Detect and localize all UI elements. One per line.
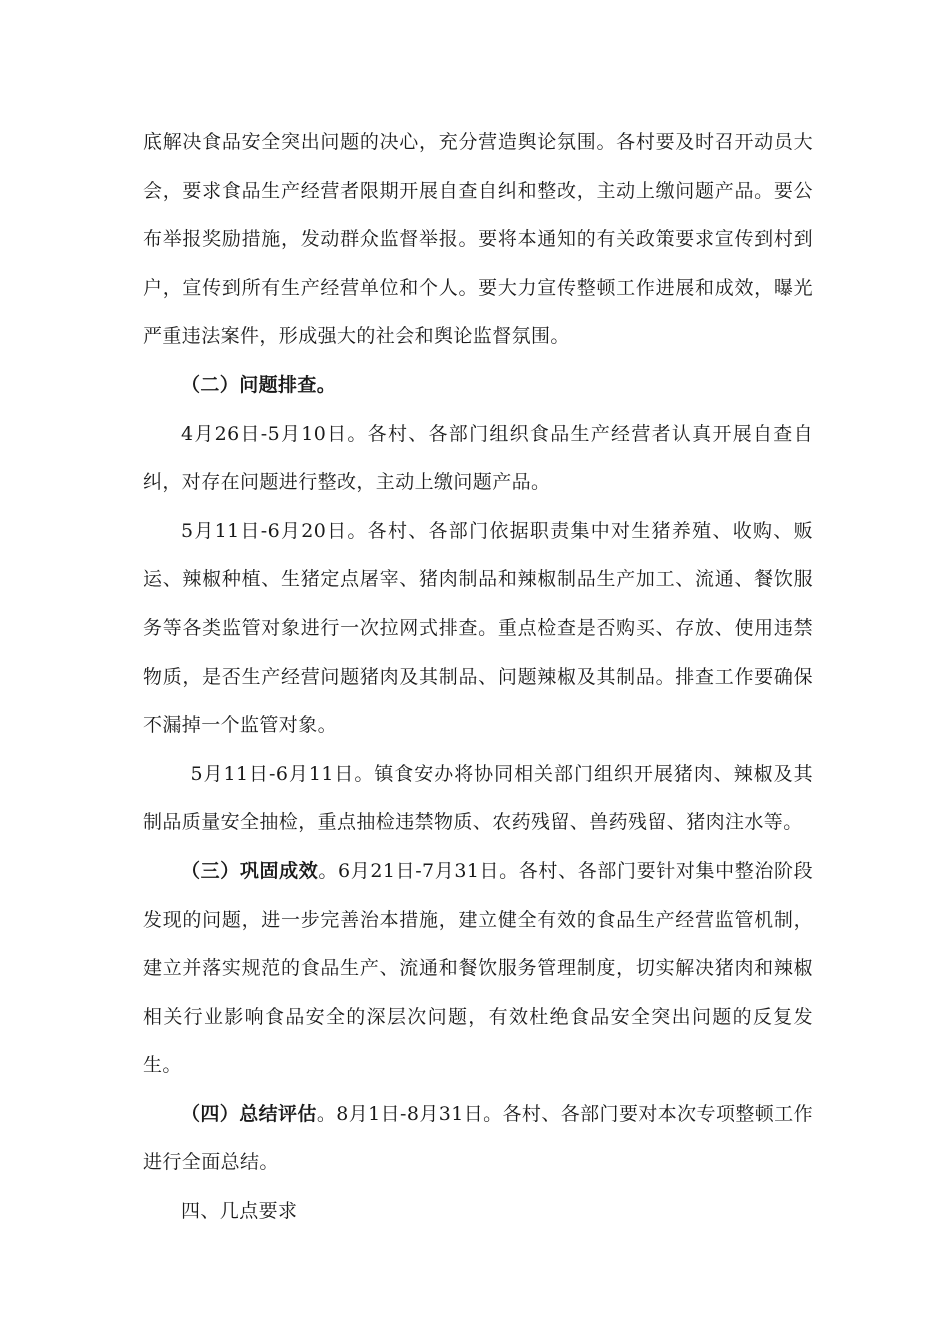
paragraph-sampling-inspection: 5月11日-6月11日。镇食安办将协同相关部门组织开展猪肉、辣椒及其制品质量安全抽检，重点抽检违禁物质、农药残留、兽药残留、猪肉注水等。 <box>143 762 813 834</box>
paragraph-summary-text: 。8月1日-8月31日。各村、各部门要对本次专项整顿工作进行全面总结。 <box>143 1102 813 1174</box>
section-heading-problem-screening: （二）问题排查。 <box>181 373 337 396</box>
paragraph-consolidate-results <box>143 847 813 1090</box>
document-body <box>143 118 813 1236</box>
paragraph-consolidate-text: 。6月21日-7月31日。各村、各部门要针对集中整治阶段发现的问题，进一步完善治本措施，建立健全有效的食品生产经营监管机制，建立并落实规范的食品生产、流通和餐饮服务管理制度，切实解决猪肉和辣椒相关行业影响食品安全的深层次问题，有效杜绝食品安全突出问题的反复发生。 <box>143 859 813 1077</box>
paragraph-self-inspection: 4月26日-5月10日。各村、各部门组织食品生产经营者认真开展自查自纠，对存在问题进行整改，主动上缴问题产品。 <box>143 422 813 494</box>
paragraph-summary-evaluation <box>143 1090 813 1187</box>
paragraph-comprehensive-screening: 5月11日-6月20日。各村、各部门依据职责集中对生猪养殖、收购、贩运、辣椒种植、生猪定点屠宰、猪肉制品和辣椒制品生产加工、流通、餐饮服务等各类监管对象进行一次拉网式排查。重点检查是否购买、存放、使用违禁物质，是否生产经营问题猪肉及其制品、问题辣椒及其制品。排查工作要确保不漏掉一个监管对象。 <box>143 519 813 737</box>
section-heading-requirements: 四、几点要求 <box>181 1200 298 1223</box>
section-heading-consolidate: （三）巩固成效 <box>181 859 319 882</box>
paragraph-publicity: 底解决食品安全突出问题的决心，充分营造舆论氛围。各村要及时召开动员大会，要求食品生产经营者限期开展自查自纠和整改，主动上缴问题产品。要公布举报奖励措施，发动群众监督举报。要将本通知的有关政策要求宣传到村到户，宣传到所有生产经营单位和个人。要大力宣传整顿工作进展和成效，曝光严重违法案件，形成强大的社会和舆论监督氛围。 <box>143 131 813 348</box>
section-heading-summary: （四）总结评估 <box>181 1102 317 1125</box>
